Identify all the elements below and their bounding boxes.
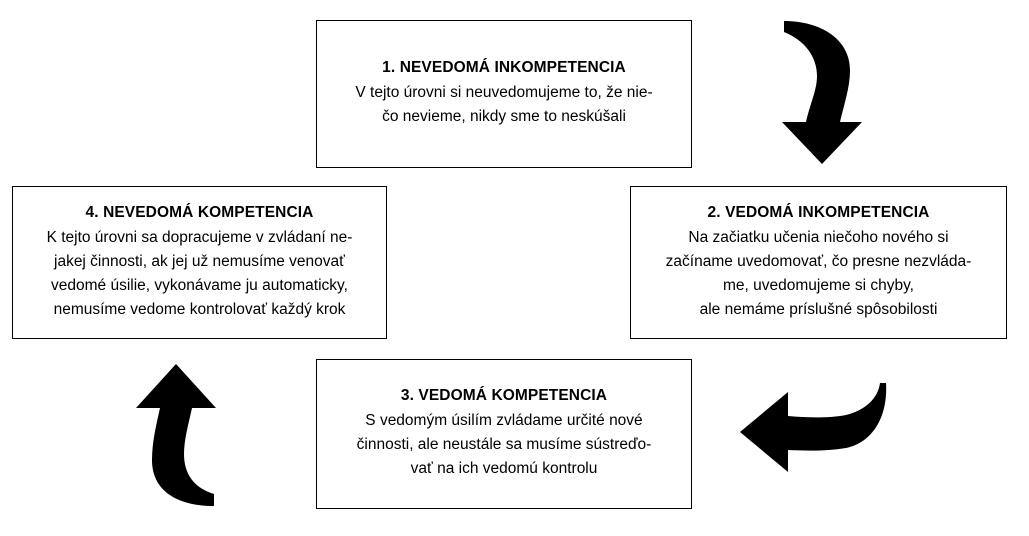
- stage-4-title: 4. NEVEDOMÁ KOMPETENCIA: [85, 203, 314, 221]
- stage-2-line-2: začíname uvedomovať, čo presne nezvláda-: [665, 252, 972, 270]
- arrow-down-icon: [770, 18, 870, 168]
- arrow-up-icon: [118, 360, 218, 510]
- stage-2-box: [630, 186, 1007, 339]
- stage-2-title: 2. VEDOMÁ INKOMPETENCIA: [707, 203, 930, 221]
- stage-4-box: [12, 186, 387, 339]
- arrow-left-icon: [738, 380, 893, 480]
- stage-3-line-3: vať na ich vedomú kontrolu: [410, 460, 598, 477]
- stage-4-line-4: nemusíme vedome kontrolovať každý krok: [53, 300, 346, 318]
- stage-1-title: 1. NEVEDOMÁ INKOMPETENCIA: [382, 59, 626, 76]
- stage-2-line-3: me, uvedomujeme si chyby,: [723, 276, 914, 294]
- stage-2-line-4: ale nemáme príslušné spôsobilosti: [699, 300, 938, 318]
- stage-1-line-1: V tejto úrovni si neuvedomujeme to, že nie-: [355, 84, 653, 101]
- stage-1-box: [316, 20, 692, 168]
- stage-4-line-3: vedomé úsilie, vykonávame ju automaticky,: [51, 276, 348, 294]
- stage-2-line-1: Na začiatku učenia niečoho nového si: [688, 228, 949, 246]
- stage-4-line-1: K tejto úrovni sa dopracujeme v zvládaní ne-: [46, 228, 353, 246]
- stage-3-line-1: S vedomým úsilím zvládame určité nové: [365, 412, 643, 429]
- stage-1-line-2: čo nevieme, nikdy sme to neskúšali: [382, 108, 626, 125]
- stage-3-title: 3. VEDOMÁ KOMPETENCIA: [400, 387, 608, 404]
- stage-3-box: [316, 359, 692, 509]
- stage-3-line-2: činnosti, ale neustále sa musíme sústreďo-: [356, 436, 652, 453]
- stage-4-line-2: jakej činnosti, ak jej už nemusíme venovať: [54, 252, 345, 270]
